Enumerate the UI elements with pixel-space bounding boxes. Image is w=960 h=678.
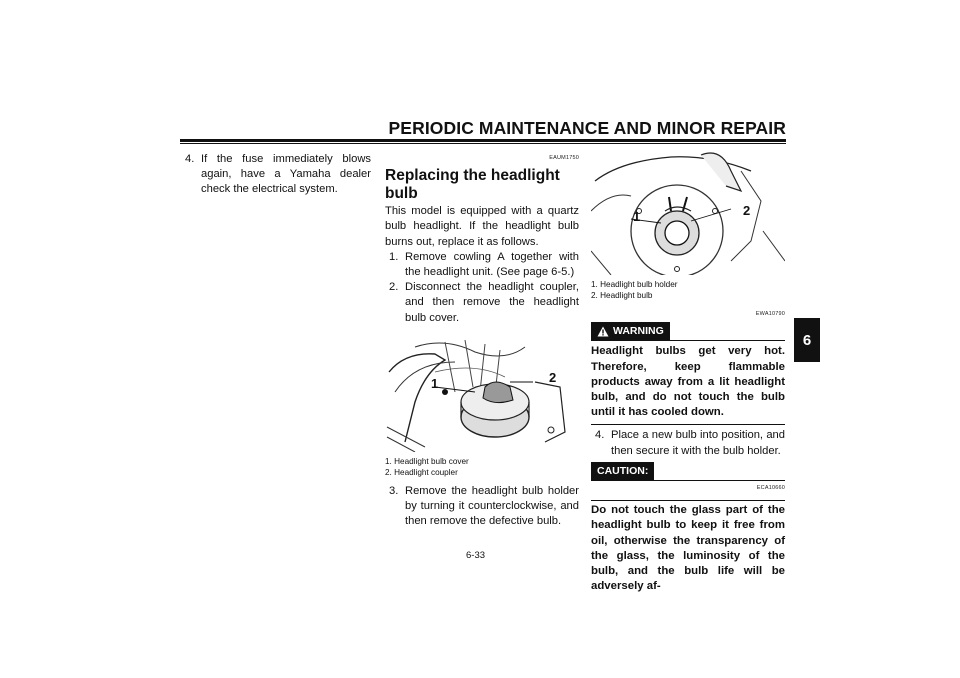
section-code: EAUM1750 <box>549 155 579 161</box>
step-4-fuse <box>185 152 371 198</box>
header-rule-thin <box>180 143 786 144</box>
photo-label-1: 1 <box>431 375 439 391</box>
caution-top-rule <box>591 500 785 501</box>
warning-badge <box>591 322 670 341</box>
step-number: 4. <box>185 153 195 165</box>
caution-text: Do not touch the glass part of the headlight bulb to keep it free from oil, otherwise the transparency of the glass, the luminosity of the bulb, and the bulb life will be adversely af- <box>591 504 785 593</box>
chapter-tab[interactable]: 6 <box>794 318 820 362</box>
step-number: 1. <box>389 250 399 263</box>
bulb-holder-photo <box>591 151 785 275</box>
step-1 <box>389 250 579 280</box>
warning-rule <box>670 340 785 341</box>
step-number: 2. <box>389 281 399 294</box>
caution-label: CAUTION: <box>597 464 649 477</box>
photo-caption-1: 1. Headlight bulb holder <box>591 280 678 289</box>
middle-column <box>385 151 579 529</box>
page-header-title: PERIODIC MAINTENANCE AND MINOR REPAIR <box>388 118 786 138</box>
photo-label-1: 1 <box>633 209 641 224</box>
photo-caption-1: 1. Headlight bulb cover <box>385 456 469 466</box>
warning-header <box>591 322 785 341</box>
warning-code: EWA10790 <box>755 311 785 317</box>
warning-triangle-icon <box>597 326 609 337</box>
step-2 <box>389 280 579 326</box>
photo-caption-2: 2. Headlight bulb <box>591 291 653 300</box>
warning-end-rule <box>591 424 785 425</box>
step-text: Disconnect the headlight coupler, and then remove the headlight bulb cover. <box>405 281 579 324</box>
step-number: 3. <box>389 484 399 497</box>
photo-caption-2: 2. Headlight coupler <box>385 467 458 477</box>
right-column <box>591 151 785 594</box>
photo-label-2: 2 <box>549 369 557 385</box>
left-column <box>185 152 371 198</box>
headlight-cover-illustration <box>385 332 579 452</box>
caution-badge <box>591 462 654 481</box>
caution-header <box>591 462 785 481</box>
warning-text: Headlight bulbs get very hot. Therefore, keep flammable products away from a lit headlight bulb, and do not touch the bulb until it has cooled down. <box>591 345 785 419</box>
step-text: If the fuse immediately blows again, have a Yamaha dealer check the electrical system. <box>201 153 371 196</box>
caution-code: ECA10660 <box>756 485 785 492</box>
step-number: 4. <box>595 429 605 442</box>
step-text: Remove the headlight bulb holder by turning it counterclockwise, and then remove the defective bulb. <box>405 484 579 528</box>
step-4-new-bulb <box>595 428 785 458</box>
photo-label-2: 2 <box>743 203 751 218</box>
intro-paragraph: This model is equipped with a quartz bulb headlight. If the headlight bulb burns out, replace it as follows. <box>385 205 579 248</box>
bulb-holder-illustration <box>591 151 785 275</box>
headlight-cover-photo <box>385 332 579 452</box>
step-text: Remove cowling A together with the headlight unit. (See page 6-5.) <box>405 250 579 279</box>
page-number: 6-33 <box>466 550 486 561</box>
step-3 <box>389 484 579 530</box>
warning-label: WARNING <box>613 325 664 338</box>
section-heading: Replacing the headlight bulb <box>385 167 560 203</box>
step-text: Place a new bulb into position, and then secure it with the bulb holder. <box>611 429 785 457</box>
header-rule <box>180 139 786 142</box>
